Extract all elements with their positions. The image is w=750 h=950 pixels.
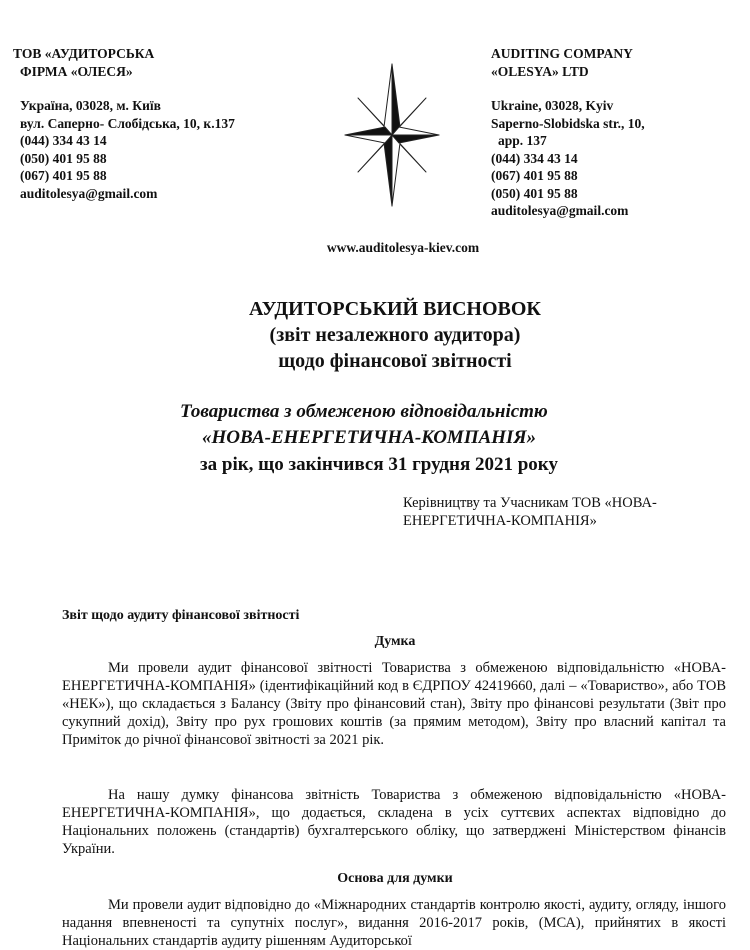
compass-star-icon [343,60,441,215]
subject-period: за рік, що закінчився 31 грудня 2021 року [200,454,558,475]
opinion-heading: Думка [374,634,416,649]
addressee [403,494,657,530]
sender-block-en [491,45,645,220]
company-name-line: ТОВ «АУДИТОРСЬКА [13,46,155,61]
opinion-paragraph: На нашу думку фінансова звітність Товариства з обмеженою відповідальністю «НОВА-ЕНЕРГЕТИЧНА-КОМПАНІЯ», що додається, складена в усіх суттєвих аспектах відповідно до Національних положень (стандартів) бухгалтерського обліку, що затверджені Міністерством фінансів України. [62,787,726,857]
phone: (044) 334 43 14 [491,150,578,166]
document-subtitle: (звіт незалежного аудитора) [269,324,521,346]
phone: (044) 334 43 14 [20,133,107,148]
email: auditolesya@gmail.com [491,203,629,218]
subject-company-name: «НОВА-ЕНЕРГЕТИЧНА-КОМПАНІЯ» [202,427,537,448]
addressee-line: Керівництву та Учасникам ТОВ «НОВА- [403,495,657,511]
section-heading: Звіт щодо аудиту фінансової звітності [62,608,300,623]
phone: (067) 401 95 88 [491,168,578,183]
address-line: Saperno-Slobidska str., 10, [491,115,645,131]
phone: (050) 401 95 88 [491,185,578,201]
website-link[interactable]: www.auditolesya-kiev.com [326,240,480,255]
document-subtitle: щодо фінансової звітності [278,350,512,372]
address-line: Україна, 03028, м. Київ [20,98,161,113]
company-name-line: ФІРМА «ОЛЕСЯ» [20,63,133,79]
subject-company-type: Товариства з обмеженою відповідальністю [180,401,548,422]
phone: (050) 401 95 88 [20,150,107,166]
addressee-line: ЕНЕРГЕТИЧНА-КОМПАНІЯ» [403,513,597,529]
address-line: app. 137 [498,133,547,148]
address-line: Ukraine, 03028, Kyiv [491,98,614,113]
basis-paragraph: Ми провели аудит відповідно до «Міжнародних стандартів контролю якості, аудиту, огляду, іншого надання впевненості та супутніх послуг», видання 2016-2017 років, (МСА), прийнятих в якості Національних стандартів аудиту рішенням Аудиторської [62,897,726,949]
phone: (067) 401 95 88 [20,168,107,183]
sender-block-ua [13,45,235,202]
address-line: вул. Саперно- Слобідська, 10, к.137 [20,115,235,131]
basis-heading: Основа для думки [337,871,453,886]
opinion-paragraph: Ми провели аудит фінансової звітності Товариства з обмеженою відповідальністю «НОВА-ЕНЕРГЕТИЧНА-КОМПАНІЯ» (ідентифікаційний код в ЄДРПОУ 42419660, далі – «Товариство», або ТОВ «НЕК»), що складається з Балансу (Звіту про фінансовий стан), Звіту про фінансові результати (Звіт про сукупний дохід), Звіту про рух грошових коштів (за прямим методом), Звіту про власний капітал та Приміток до річної фінансової звітності за 2021 рік. [62,660,726,748]
email: auditolesya@gmail.com [20,185,158,201]
document-title: АУДИТОРСЬКИЙ ВИСНОВОК [249,298,541,320]
company-name-line: AUDITING COMPANY [491,46,633,61]
company-name-line: «OLESYA» LTD [491,63,589,79]
